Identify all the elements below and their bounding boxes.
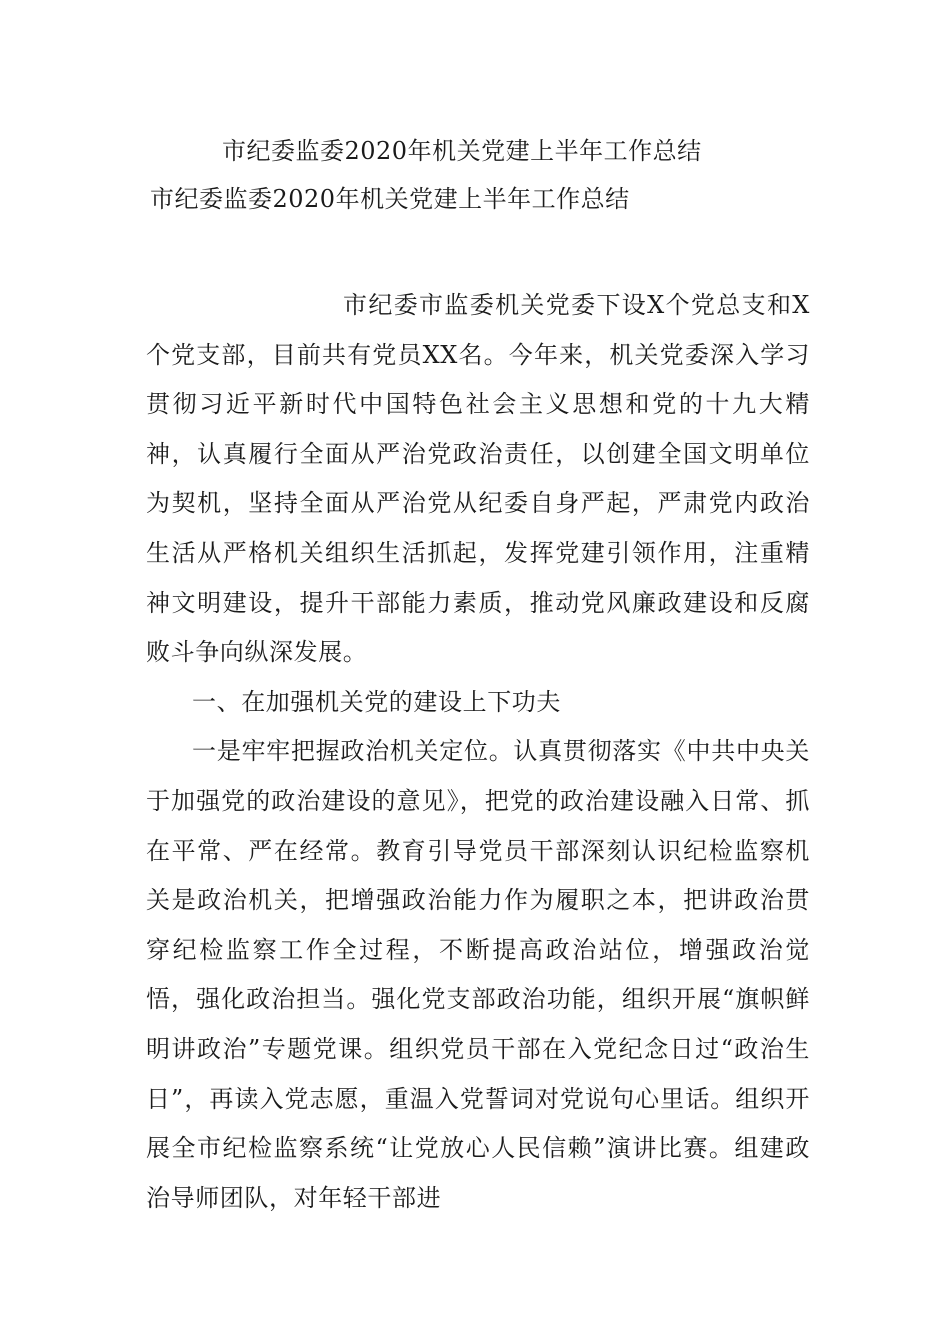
- body-paragraph: 一是牢牢把握政治机关定位。认真贯彻落实《中共中央关于加强党的政治建设的意见》，把党的政治建设融入日常、抓在平常、严在经常。教育引导党员干部深刻认识纪检监察机关是政治机关，把增强政治能力作为履职之本，把讲政治贯穿纪检监察工作全过程，不断提高政治站位，增强政治觉悟，强化政治担当。强化党支部政治功能，组织开展“旗帜鲜明讲政治”专题党课。组织党员干部在入党纪念日过“政治生日”，再读入党志愿，重温入党誓词对党说句心里话。组织开展全市纪检监察系统“让党放心人民信赖”演讲比赛。组建政治导师团队，对年轻干部进: [146, 737, 810, 1212]
- intro-paragraph: 市纪委市监委机关党委下设X个党总支和X个党支部，目前共有党员XX名。今年来，机关党委深入学习贯彻习近平新时代中国特色社会主义思想和党的十九大精神，认真履行全面从严治党政治责任，以创建全国文明单位为契机，坚持全面从严治党从纪委自身严起，严肃党内政治生活从严格机关组织生活抓起，发挥党建引领作用，注重精神文明建设，提升干部能力素质，推动党风廉政建设和反腐败斗争向纵深发展。: [146, 291, 810, 667]
- document-title: 市纪委监委2020年机关党建上半年工作总结: [222, 137, 702, 165]
- document-subtitle: 市纪委监委2020年机关党建上半年工作总结: [150, 185, 630, 213]
- document-body: [146, 281, 810, 1223]
- section-heading: 一、在加强机关党的建设上下功夫: [192, 687, 561, 716]
